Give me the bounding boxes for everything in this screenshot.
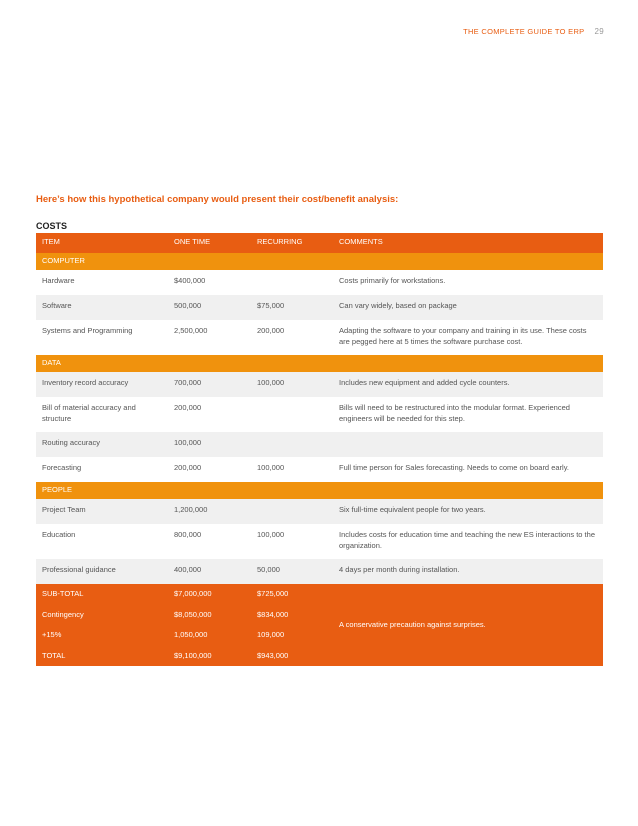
summary-recurring-cell: 109,000 bbox=[251, 625, 333, 646]
comment-cell: Adapting the software to your company and training in its use. These costs are pegged here at 5 times the software purchase cost. bbox=[339, 326, 587, 346]
one-time-cell: 100,000 bbox=[168, 432, 251, 457]
table-row bbox=[36, 432, 603, 457]
recurring-cell: 50,000 bbox=[251, 559, 333, 584]
recurring-cell bbox=[251, 270, 333, 295]
comment-cell: 4 days per month during installation. bbox=[333, 559, 603, 584]
section-row-data bbox=[36, 355, 603, 372]
summary-item-cell: SUB-TOTAL bbox=[36, 584, 168, 605]
comment-cell: Six full-time equivalent people for two years. bbox=[333, 499, 603, 524]
summary-row-subtotal bbox=[36, 584, 603, 605]
section-row-people bbox=[36, 482, 603, 499]
item-cell: Project Team bbox=[36, 499, 168, 524]
summary-recurring-cell: $834,000 bbox=[251, 605, 333, 626]
summary-one-time-cell: $8,050,000 bbox=[168, 605, 251, 626]
table-row bbox=[36, 559, 603, 584]
comment-cell: Includes costs for education time and teaching the new ES interactions to the organization. bbox=[339, 530, 595, 550]
recurring-cell: 200,000 bbox=[257, 326, 285, 335]
comment-cell: Can vary widely, based on package bbox=[333, 295, 603, 320]
table-row bbox=[36, 524, 603, 559]
recurring-cell: 100,000 bbox=[251, 372, 333, 397]
one-time-cell: 700,000 bbox=[168, 372, 251, 397]
column-header-item: ITEM bbox=[36, 233, 168, 253]
recurring-cell: 100,000 bbox=[257, 530, 285, 539]
item-cell: Routing accuracy bbox=[36, 432, 168, 457]
one-time-cell: $400,000 bbox=[174, 276, 206, 285]
item-cell: Software bbox=[36, 295, 168, 320]
recurring-cell bbox=[251, 499, 333, 524]
costs-table bbox=[36, 233, 603, 666]
section-row-computer bbox=[36, 253, 603, 270]
column-header-comments: COMMENTS bbox=[333, 233, 603, 253]
one-time-cell: 2,500,000 bbox=[174, 326, 208, 335]
item-cell: Systems and Programming bbox=[42, 326, 133, 335]
summary-one-time-cell: 1,050,000 bbox=[168, 625, 251, 646]
item-cell: Hardware bbox=[42, 276, 75, 285]
table-row bbox=[36, 397, 603, 432]
page-header bbox=[463, 27, 604, 36]
summary-item-cell: TOTAL bbox=[36, 646, 168, 667]
table-row bbox=[36, 270, 603, 295]
comment-cell: Bills will need to be restructured into the modular format. Experienced engineers will be needed for this step. bbox=[339, 403, 570, 423]
summary-one-time-cell: $7,000,000 bbox=[168, 584, 251, 605]
one-time-cell: 400,000 bbox=[168, 559, 251, 584]
recurring-cell bbox=[251, 397, 333, 432]
comment-cell: Costs primarily for workstations. bbox=[339, 276, 446, 285]
item-cell: Professional guidance bbox=[36, 559, 168, 584]
one-time-cell: 1,200,000 bbox=[168, 499, 251, 524]
summary-recurring-cell: $943,000 bbox=[251, 646, 333, 667]
table-header-row bbox=[36, 233, 603, 253]
item-cell: Education bbox=[42, 530, 76, 539]
table-row bbox=[36, 499, 603, 524]
table-row bbox=[36, 372, 603, 397]
table-row bbox=[36, 320, 603, 355]
recurring-cell bbox=[251, 432, 333, 457]
summary-item-cell: Contingency bbox=[36, 605, 168, 626]
costs-label: COSTS bbox=[36, 221, 68, 231]
summary-recurring-cell: $725,000 bbox=[251, 584, 333, 605]
item-cell: Forecasting bbox=[42, 463, 82, 472]
comment-cell bbox=[333, 432, 603, 457]
column-header-recurring: RECURRING bbox=[251, 233, 333, 253]
section-label: PEOPLE bbox=[36, 482, 603, 499]
guide-title: THE COMPLETE GUIDE TO ERP bbox=[463, 27, 585, 36]
comment-cell: Includes new equipment and added cycle counters. bbox=[333, 372, 603, 397]
one-time-cell: 200,000 bbox=[174, 463, 202, 472]
one-time-cell: 500,000 bbox=[168, 295, 251, 320]
table-row bbox=[36, 295, 603, 320]
column-header-one-time: ONE TIME bbox=[168, 233, 251, 253]
recurring-cell: 100,000 bbox=[257, 463, 285, 472]
item-cell: Inventory record accuracy bbox=[36, 372, 168, 397]
one-time-cell: 800,000 bbox=[174, 530, 202, 539]
summary-comment-cell: A conservative precaution against surprises. bbox=[333, 584, 603, 666]
item-cell: Bill of material accuracy and structure bbox=[42, 403, 136, 423]
section-label: DATA bbox=[36, 355, 603, 372]
intro-heading: Here’s how this hypothetical company would present their cost/benefit analysis: bbox=[36, 194, 399, 205]
summary-item-cell: +15% bbox=[36, 625, 168, 646]
one-time-cell: 200,000 bbox=[174, 403, 202, 412]
summary-one-time-cell: $9,100,000 bbox=[168, 646, 251, 667]
table-row bbox=[36, 457, 603, 482]
recurring-cell: $75,000 bbox=[251, 295, 333, 320]
section-label: COMPUTER bbox=[36, 253, 603, 270]
page-number: 29 bbox=[594, 27, 604, 36]
comment-cell: Full time person for Sales forecasting. Needs to come on board early. bbox=[339, 463, 569, 472]
